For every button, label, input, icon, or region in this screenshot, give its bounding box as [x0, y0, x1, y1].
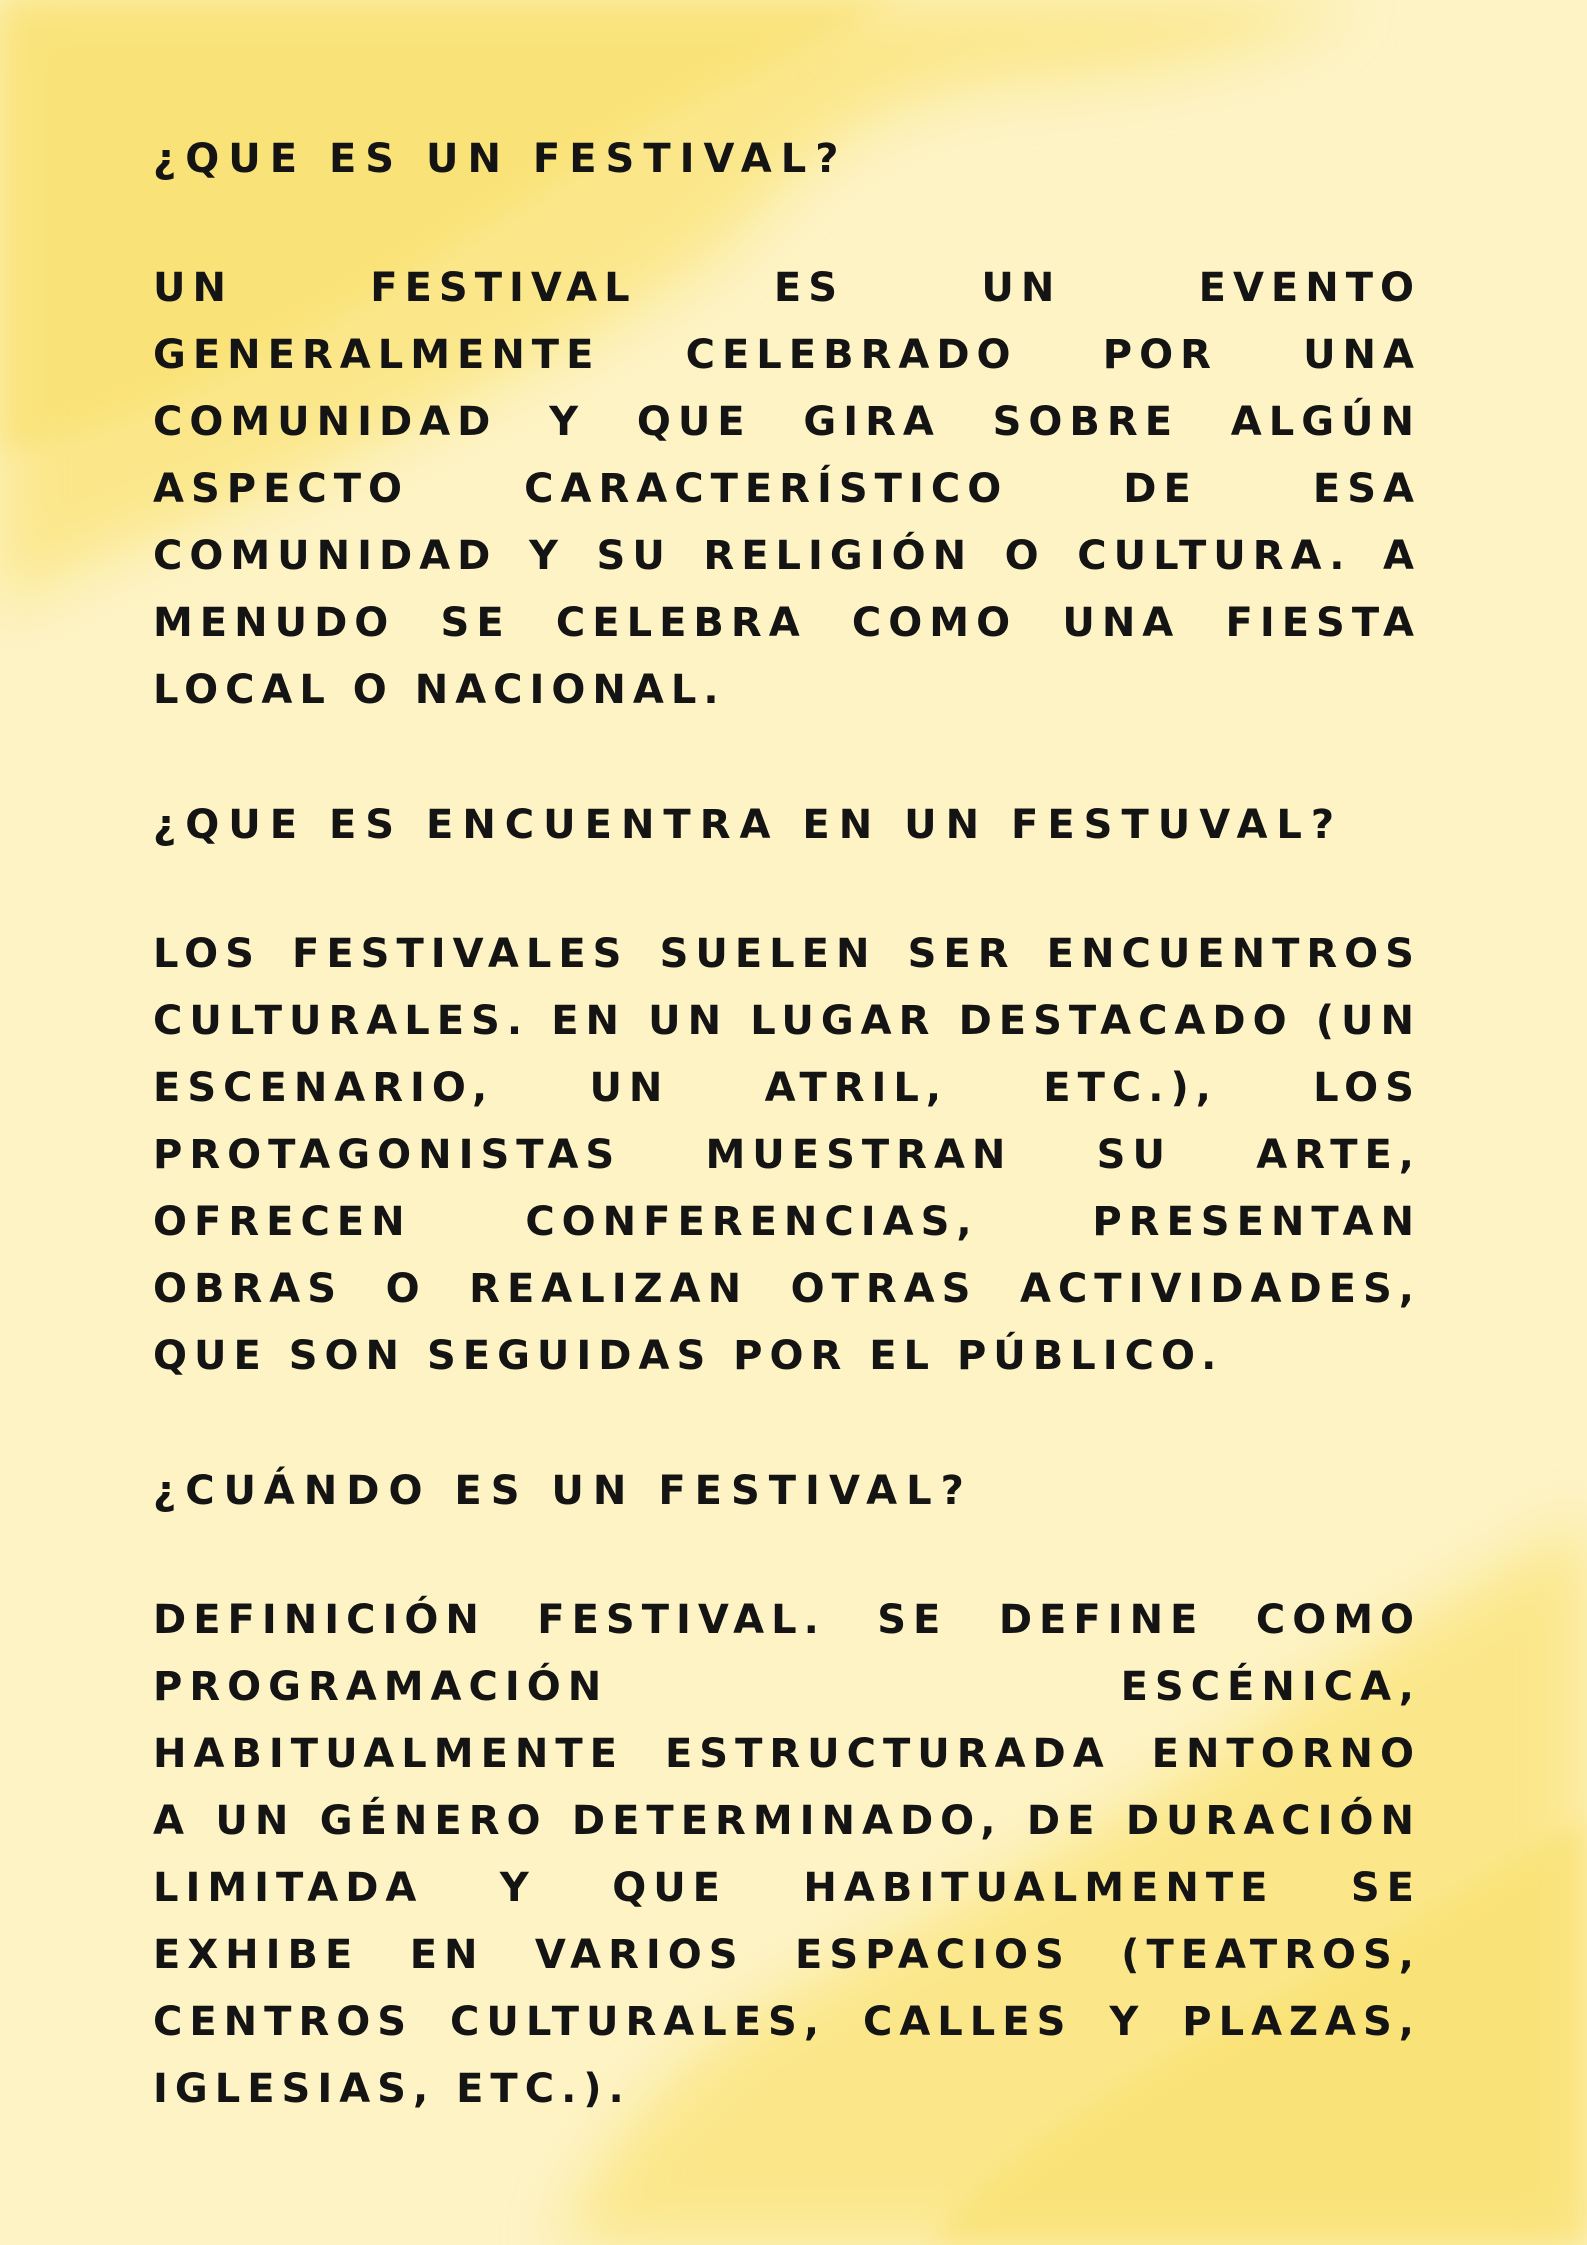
- section-2-body: LOS FESTIVALES SUELEN SER ENCUENTROS CULTURALES. EN UN LUGAR DESTACADO (UN ESCENARIO, UN ATRIL, ETC.), LOS PROTAGONISTAS MUESTRAN SU ARTE, OFRECEN CONFERENCIAS, PRESENTAN OBRAS O REALIZAN OTRAS ACTIVIDADES, QUE SON SEGUIDAS POR EL PÚBLICO.: [153, 931, 1421, 1379]
- section-3-heading: ¿CUÁNDO ES UN FESTIVAL?: [153, 1468, 973, 1514]
- section-1-heading: ¿QUE ES UN FESTIVAL?: [153, 136, 848, 182]
- section-1-body: UN FESTIVAL ES UN EVENTO GENERALMENTE CELEBRADO POR UNA COMUNIDAD Y QUE GIRA SOBRE ALGÚN ASPECTO CARACTERÍSTICO DE ESA COMUNIDAD Y SU RELIGIÓN O CULTURA. A MENUDO SE CELEBRA COMO UNA FIESTA LOCAL O NACIONAL.: [153, 265, 1421, 713]
- section-3-body: DEFINICIÓN FESTIVAL. SE DEFINE COMO PROGRAMACIÓN ESCÉNICA, HABITUALMENTE ESTRUCTURADA ENTORNO A UN GÉNERO DETERMINADO, DE DURACIÓN LIMITADA Y QUE HABITUALMENTE SE EXHIBE EN VARIOS ESPACIOS (TEATROS, CENTROS CULTURALES, CALLES Y PLAZAS, IGLESIAS, ETC.).: [153, 1597, 1421, 2112]
- section-2-heading: ¿QUE ES ENCUENTRA EN UN FESTUVAL?: [153, 802, 1344, 848]
- document-content: [153, 126, 1421, 2123]
